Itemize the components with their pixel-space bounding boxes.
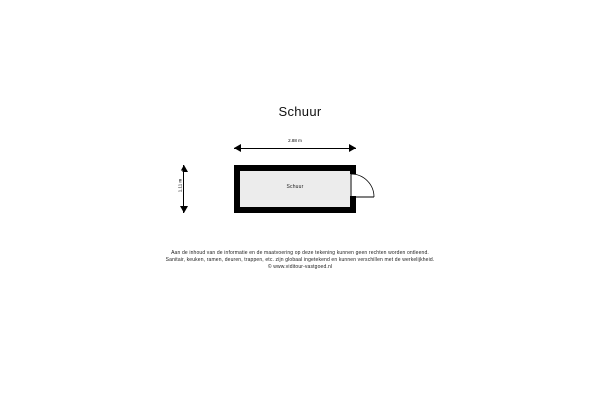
disclaimer-line-1: Aan de inhoud van de informatie en de maatvoering op deze tekening kunnen geen rechten worden ontleend. <box>171 250 429 256</box>
page-title: Schuur <box>278 104 322 119</box>
disclaimer-line-2: Sanitair, keuken, ramen, deuren, trappen, etc. zijn globaal ingetekend en kunnen verschillen met de werkelijkheid. <box>165 257 435 264</box>
width-dimension <box>234 138 356 155</box>
width-dimension-label: 2.88 m <box>234 138 356 143</box>
dimension-line-horizontal <box>234 148 356 149</box>
disclaimer-text <box>0 250 600 272</box>
dimension-arrow-down-icon <box>180 206 188 213</box>
floorplan-shed <box>234 165 356 213</box>
dimension-arrow-right-icon <box>349 144 356 152</box>
dimension-arrow-left-icon <box>234 144 241 152</box>
copyright-line: © www.viditour-vastgoed.nl <box>267 264 333 271</box>
height-dimension-label: 1.11 m <box>178 171 183 201</box>
door-swing-icon <box>350 173 376 198</box>
height-dimension <box>175 165 191 213</box>
room-label: Schuur <box>286 184 304 190</box>
shed-room <box>240 171 350 207</box>
